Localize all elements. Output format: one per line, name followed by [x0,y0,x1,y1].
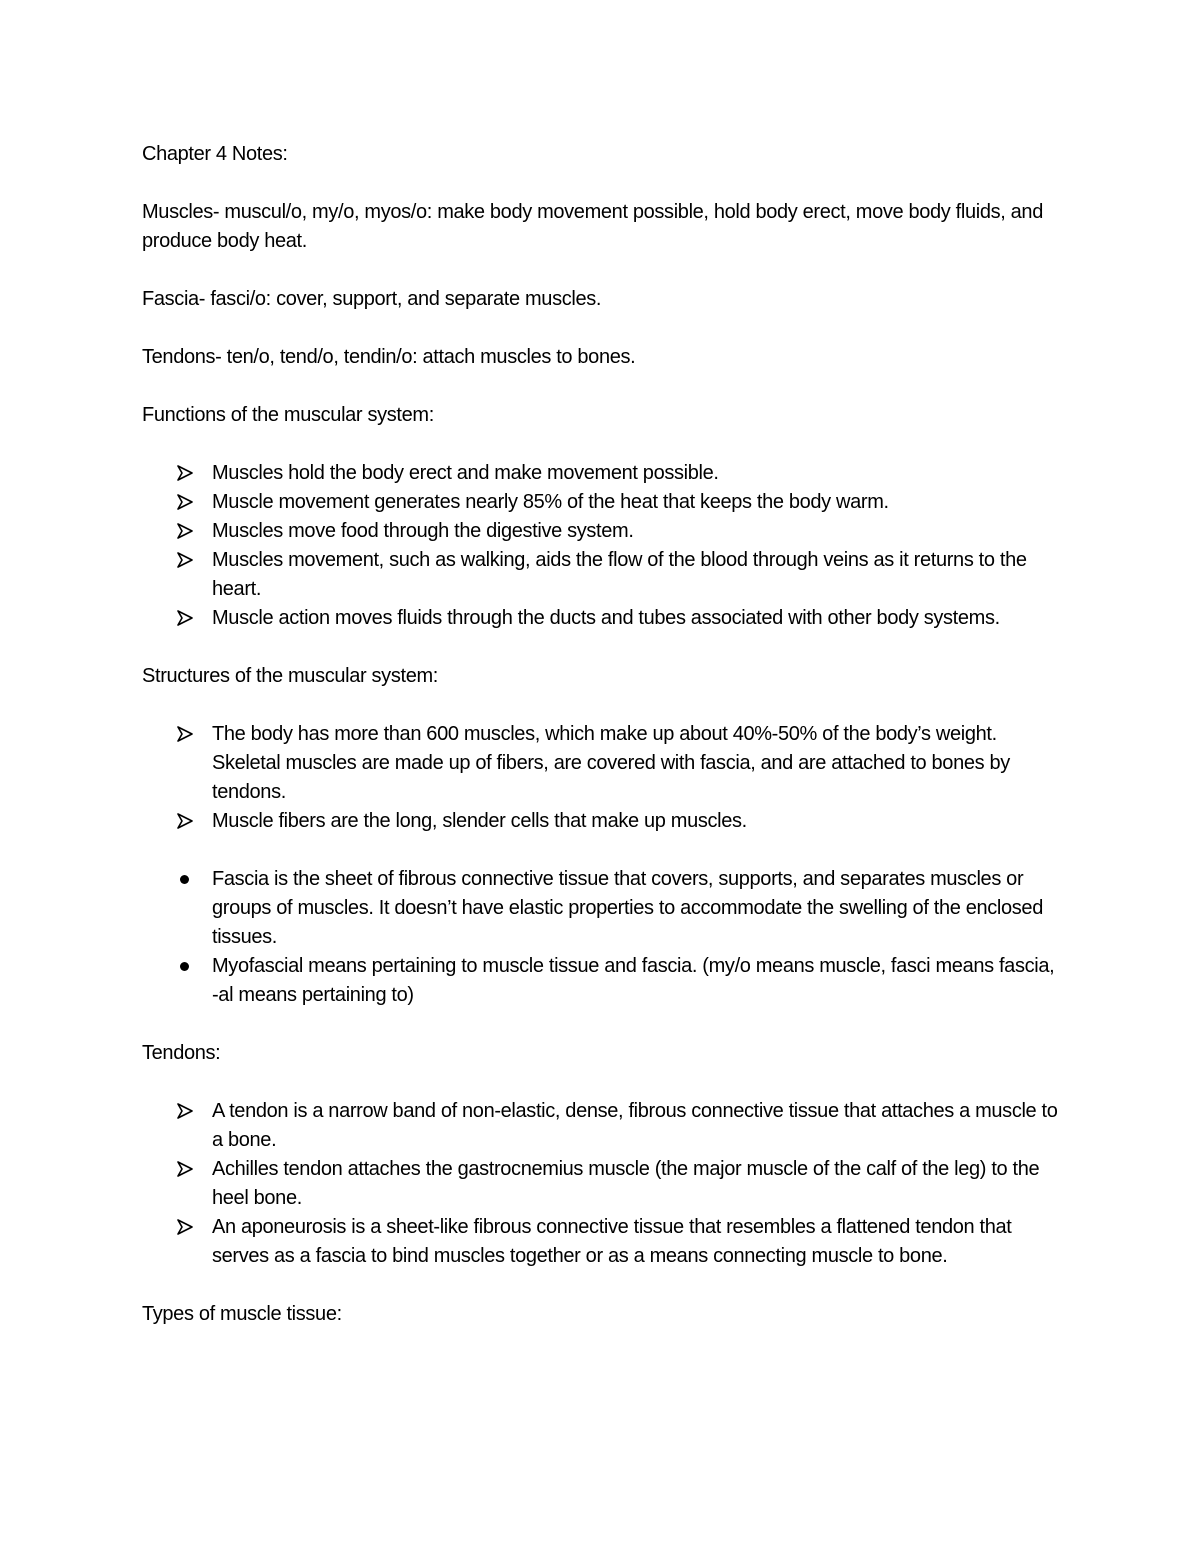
list-item [142,488,1062,517]
list-item-text: An aponeurosis is a sheet-like fibrous connective tissue that resembles a flattened tendon that serves as a fascia to bind muscles together or as a means connecting muscle to bone. [212,1216,1012,1267]
document-page [142,140,1062,1358]
list-item-text: Muscle action moves fluids through the ducts and tubes associated with other body systems. [212,607,1000,629]
list-item [142,865,1062,952]
arrow-bullet-icon [177,459,201,481]
arrow-bullet-icon [177,604,201,626]
tendons-heading: Tendons: [142,1042,221,1064]
arrow-bullet-icon [177,1097,201,1119]
functions-heading: Functions of the muscular system: [142,404,434,426]
list-item [142,459,1062,488]
dot-bullet-icon [177,865,201,884]
list-item [142,807,1062,836]
arrow-bullet-icon [177,546,201,568]
list-item-text: Achilles tendon attaches the gastrocnemius muscle (the major muscle of the calf of the leg) to the heel bone. [212,1158,1040,1209]
list-item [142,1097,1062,1155]
structures-arrow-list [142,720,1062,836]
arrow-bullet-icon [177,1155,201,1177]
list-item-text: Muscles move food through the digestive system. [212,520,634,542]
document-title: Chapter 4 Notes: [142,143,288,165]
list-item-text: Muscles movement, such as walking, aids the flow of the blood through veins as it returns to the heart. [212,549,1027,600]
list-item-text: The body has more than 600 muscles, which make up about 40%-50% of the body’s weight. Skeletal muscles are made up of fibers, are covered with fascia, and are attached to bones by tendons. [212,723,1010,803]
intro-tendons: Tendons- ten/o, tend/o, tendin/o: attach muscles to bones. [142,346,636,368]
list-item [142,517,1062,546]
tendons-list [142,1097,1062,1271]
intro-muscles: Muscles- muscul/o, my/o, myos/o: make body movement possible, hold body erect, move body fluids, and produce body heat. [142,201,1043,252]
list-item-text: Fascia is the sheet of fibrous connective tissue that covers, supports, and separates muscles or groups of muscles. It doesn’t have elastic properties to accommodate the swelling of the enclosed tissues. [212,868,1043,948]
arrow-bullet-icon [177,807,201,829]
list-item [142,1155,1062,1213]
functions-list [142,459,1062,633]
intro-fascia: Fascia- fasci/o: cover, support, and separate muscles. [142,288,602,310]
structures-bullet-list [142,865,1062,1010]
list-item-text: Myofascial means pertaining to muscle tissue and fascia. (my/o means muscle, fasci means fascia, -al means pertaining to) [212,955,1055,1006]
list-item [142,1213,1062,1271]
arrow-bullet-icon [177,488,201,510]
list-item-text: A tendon is a narrow band of non-elastic, dense, fibrous connective tissue that attaches a muscle to a bone. [212,1100,1058,1151]
arrow-bullet-icon [177,517,201,539]
list-item [142,952,1062,1010]
list-item [142,604,1062,633]
dot-bullet-icon [177,952,201,971]
types-heading: Types of muscle tissue: [142,1303,342,1325]
list-item-text: Muscles hold the body erect and make movement possible. [212,462,719,484]
list-item-text: Muscle fibers are the long, slender cells that make up muscles. [212,810,747,832]
list-item [142,546,1062,604]
list-item-text: Muscle movement generates nearly 85% of the heat that keeps the body warm. [212,491,889,513]
structures-heading: Structures of the muscular system: [142,665,438,687]
arrow-bullet-icon [177,1213,201,1235]
arrow-bullet-icon [177,720,201,742]
list-item [142,720,1062,807]
